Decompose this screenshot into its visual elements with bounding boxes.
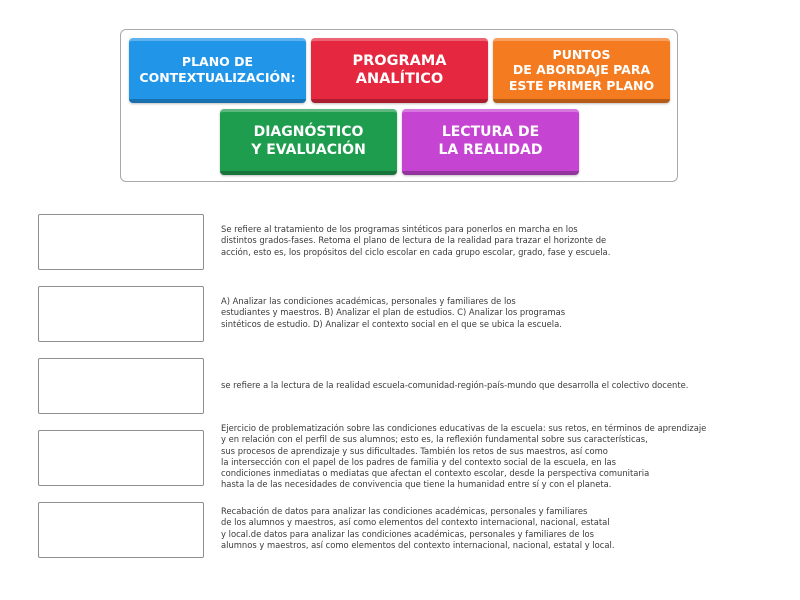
drop-target-3[interactable] <box>38 358 204 414</box>
tile-label: LECTURA DE LA REALIDAD <box>438 124 543 158</box>
tile-plano-de-contextualizacion[interactable] <box>129 38 306 103</box>
drop-target-2[interactable] <box>38 286 204 342</box>
tile-label: PROGRAMA ANALÍTICO <box>352 52 447 87</box>
tile-diagnostico-y-evaluacion[interactable] <box>220 109 397 175</box>
statement-5: Recabación de datos para analizar las condiciones académicas, personales y familiares de los alumnos y maestros, así como elementos del contexto internacional, nacional, estatal y local.de datos para analizar las condiciones académicas, personales y familiares de los alumnos y maestros, así como elementos del contexto internacional, nacional, estatal y local. <box>221 506 615 550</box>
statement-1: Se refiere al tratamiento de los programas sintéticos para ponerlos en marcha en los distintos grados-fases. Retoma el plano de lectura de la realidad para trazar el horizonte de acción, esto es, los propósitos del ciclo escolar en cada grupo escolar, grado, fase y escuela. <box>221 224 611 257</box>
statement-3: se refiere a la lectura de la realidad escuela-comunidad-región-país-mundo que desarrolla el colectivo docente. <box>221 380 689 390</box>
drop-target-1[interactable] <box>38 214 204 270</box>
statement-2: A) Analizar las condiciones académicas, personales y familiares de los estudiantes y maestros. B) Analizar el plan de estudios. C) Analizar los programas sintéticos de estudio. D) Analizar el contexto social en el que se ubica la escuela. <box>221 296 566 329</box>
statement-4: Ejercicio de problematización sobre las condiciones educativas de la escuela: sus retos, en términos de aprendizaje y en relación con el perfil de sus alumnos; esto es, la reflexión fundamental sobre sus características, sus procesos de aprendizaje y sus dificultades. También los retos de sus maestros, así como la intersección con el papel de los padres de familia y del contexto social de la escuela, en las condiciones inmediatas o mediatas que afectan el contexto escolar, desde la perspectiva comunitaria hasta la de las necesidades de convivencia que tiene la humanidad entre sí y con el planeta. <box>221 423 707 490</box>
tile-puntos-de-abordaje[interactable] <box>493 38 670 103</box>
drop-target-4[interactable] <box>38 430 204 486</box>
tile-programa-analitico[interactable] <box>311 38 488 103</box>
tile-label: DIAGNÓSTICO Y EVALUACIÓN <box>251 124 366 158</box>
tile-label: PUNTOS DE ABORDAJE PARA ESTE PRIMER PLANO <box>508 46 655 93</box>
drop-target-5[interactable] <box>38 502 204 558</box>
tile-label: PLANO DE CONTEXTUALIZACIÓN: <box>139 54 296 85</box>
tile-lectura-de-la-realidad[interactable] <box>402 109 579 175</box>
